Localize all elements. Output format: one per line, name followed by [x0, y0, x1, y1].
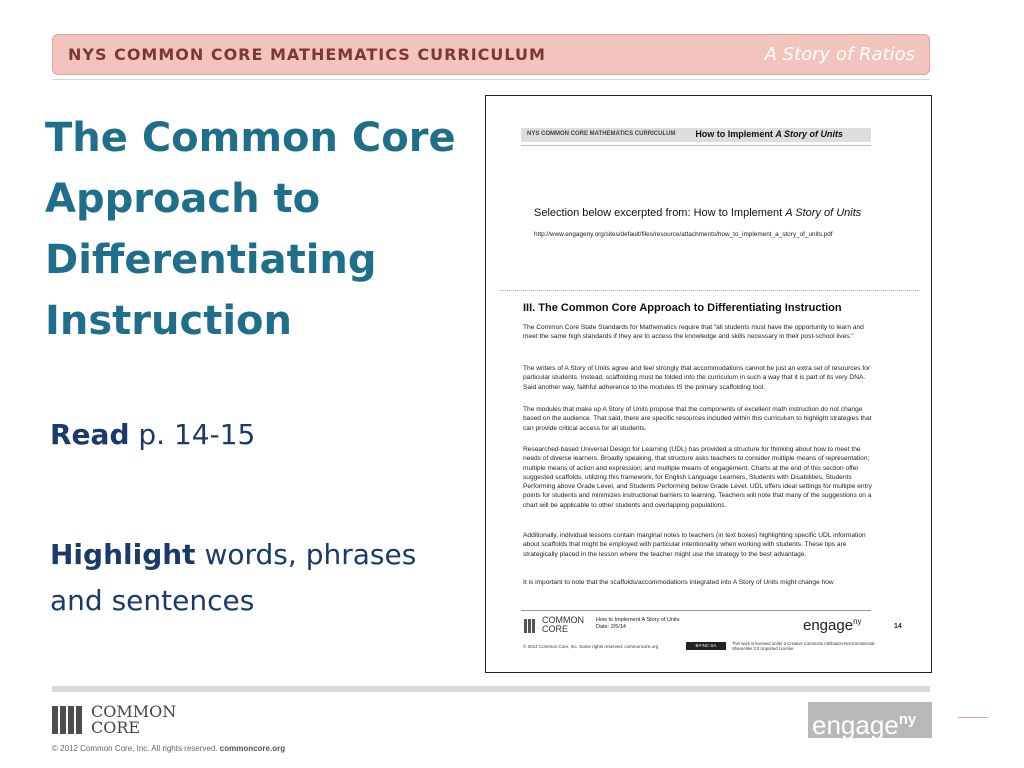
header-divider: [52, 79, 930, 80]
doc-header-right: How to Implement A Story of Units: [695, 129, 843, 139]
read-instruction: [50, 418, 255, 451]
footer-bar: [52, 686, 930, 692]
common-core-logo-icon: [52, 706, 84, 734]
doc-common-core-logo-icon: [524, 619, 544, 633]
curriculum-title: NYS COMMON CORE MATHEMATICS CURRICULUM: [68, 45, 546, 64]
doc-separator: [500, 290, 920, 291]
engageny-logo: engage$^{ny}$: [808, 702, 932, 738]
cc-license-badge-icon: BY-NC-SA: [686, 642, 726, 650]
highlight-bold: Highlight: [50, 538, 196, 571]
doc-footer-brand: COMMON CORE: [542, 615, 584, 634]
highlight-instruction: [50, 532, 450, 624]
slide-title: The Common Core Approach to Differentiating Instruction: [45, 115, 456, 344]
story-title: A Story of Ratios: [764, 44, 915, 65]
doc-url: http://www.engageny.org/sites/default/files/resource/attachments/how_to_implement_a_story_of_units.pdf: [534, 231, 833, 238]
document-scan: [485, 95, 932, 673]
read-pages: p. 14-15: [129, 418, 256, 451]
doc-header: [521, 128, 871, 142]
doc-engage-logo: engage$^{ny}$: [803, 617, 862, 634]
header-bar: [52, 34, 930, 75]
doc-paragraph: The Common Core State Standards for Mathematics require that “all students must have the opportunity to learn and meet the same high standards if they are to access the knowledge and skills necessary in their post-school lives.”: [523, 324, 864, 341]
copyright-link[interactable]: commoncore.org: [219, 744, 286, 753]
doc-section-heading: III. The Common Core Approach to Differentiating Instruction: [523, 302, 842, 314]
doc-copyright: © 2014 Common Core, Inc. Some rights reserved. commoncore.org: [523, 644, 659, 649]
common-core-brand: COMMON CORE: [91, 702, 177, 737]
highlight-rest: words, phrases and sentences: [50, 538, 417, 617]
doc-paragraph: Researched-based Universal Design for Learning (UDL) has provided a structure for thinking about how to meet the needs of diverse learners. Broadly speaking, that structure asks teachers to consider multiple means of representation; multiple means of action and expression; and multiple means of engagement. Charts at the end of this section offer suggested scaffolds, utilizing this framework, for English Language Learners, Students with Disabilities, Students Performing above Grade Level, and Students Performing below Grade Level. UDL offers ideal settings for multiple entry points for students and minimizes instructional barriers to learning. Teachers will note that many of the suggestions on a chart will be applicable to other students and overlapping populations.: [523, 446, 872, 509]
doc-footer-divider: [521, 610, 871, 611]
doc-page-number: 14: [894, 623, 902, 630]
doc-excerpt-note: Selection below excerpted from: How to Implement A Story of Units: [534, 207, 862, 219]
doc-header-left: NYS COMMON CORE MATHEMATICS CURRICULUM: [527, 131, 676, 137]
doc-paragraph: The modules that make up A Story of Units propose that the components of excellent math instruction do not change based on the audience. That said, there are specific resources included within this curriculum to highlight strategies that can provide critical access for all students.: [523, 406, 872, 432]
accent-dash: [958, 717, 988, 718]
doc-header-divider: [521, 145, 871, 146]
copyright: © 2012 Common Core, Inc. All rights reserved. commoncore.org: [52, 744, 286, 753]
read-bold: Read: [50, 418, 130, 451]
doc-license-text: This work is licensed under a Creative Commons Attribution-NonCommercial-ShareAlike 3.0 Unported License.: [732, 641, 876, 651]
doc-paragraph: Additionally, individual lessons contain marginal notes to teachers (in text boxes) highlighting specific UDL information about scaffolds that might be employed with particular intentionality when working with students. These tips are strategically placed in the lesson where the teacher might use the strategy to the best advantage.: [523, 532, 866, 558]
doc-footer-meta: How to Implement A Story of Units Date: 2/5/14: [596, 617, 680, 630]
doc-paragraph: The writers of A Story of Units agree and feel strongly that accommodations cannot be just an extra set of resources for particular students. Instead, scaffolding must be folded into the curriculum in such a way that it is part of its very DNA. Said another way, faithful adherence to the modules IS the primary scaffolding tool.: [523, 365, 871, 391]
doc-paragraph: It is important to note that the scaffolds/accommodations integrated into A Story of Units might change how: [523, 579, 834, 586]
